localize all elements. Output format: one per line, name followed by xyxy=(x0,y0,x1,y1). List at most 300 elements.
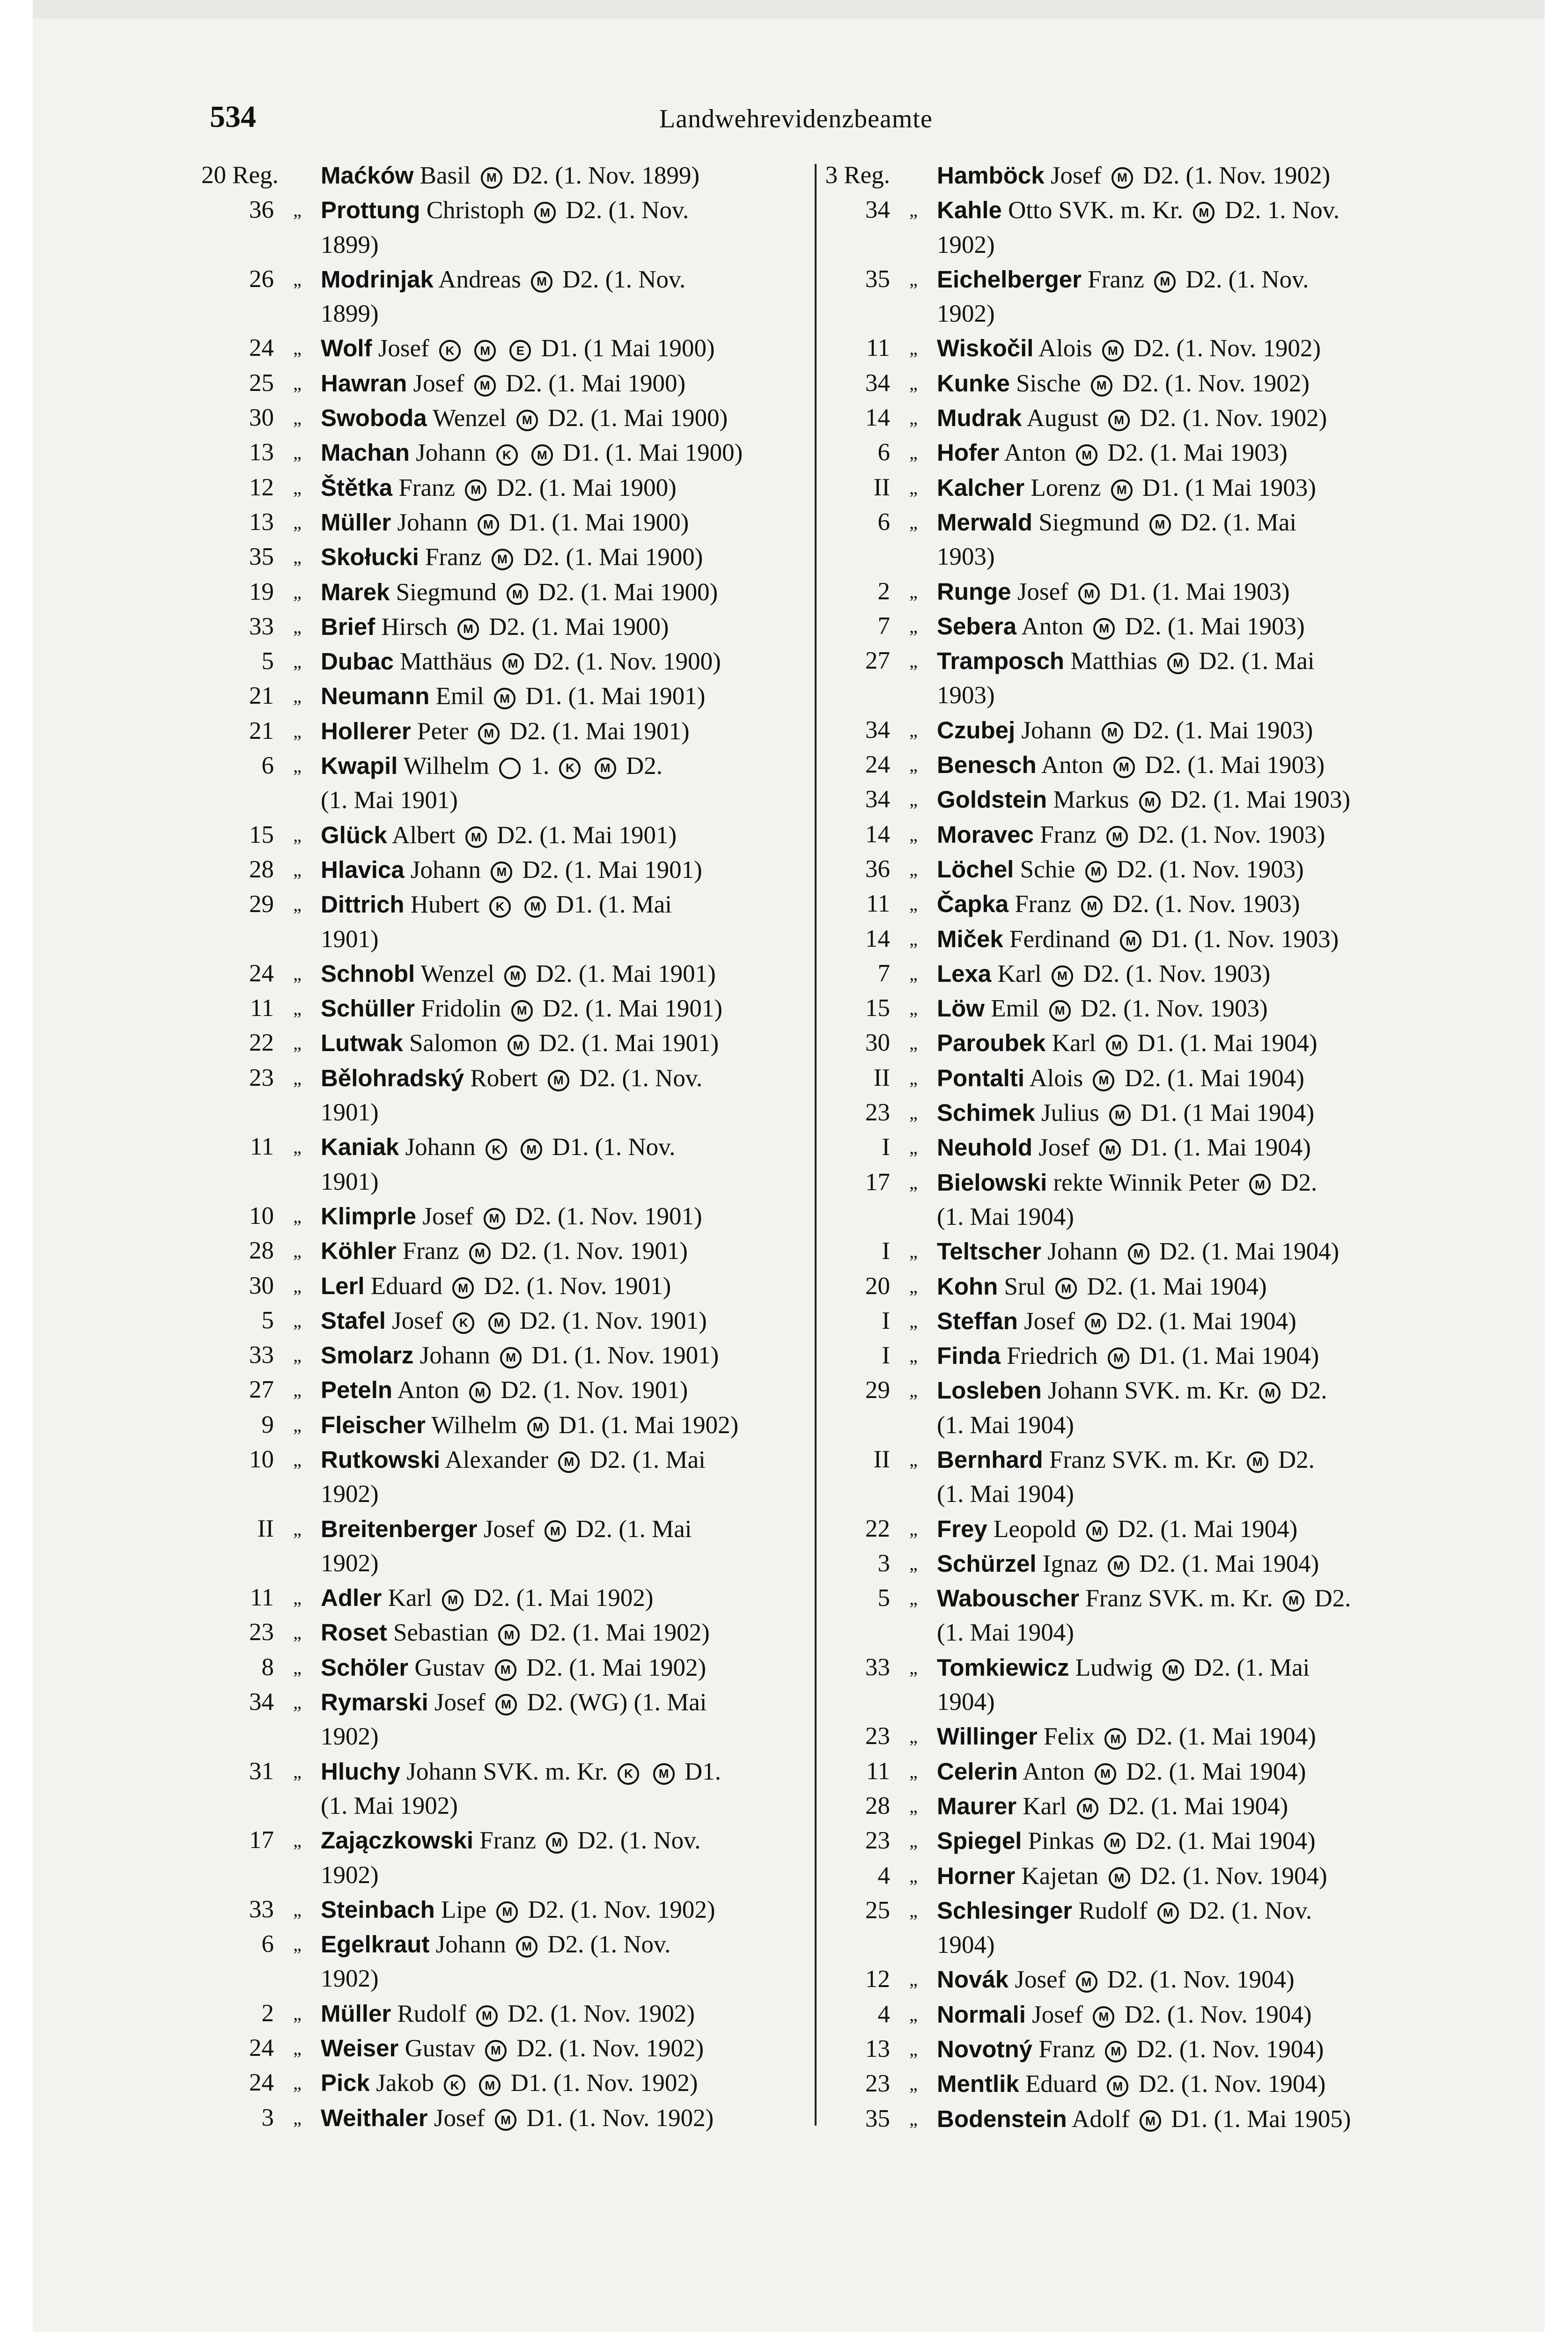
decoration-mark-m-icon: M xyxy=(465,479,486,501)
decoration-mark-k-icon: K xyxy=(486,1139,507,1160)
entry-text xyxy=(321,1026,815,1060)
regiment-number: II xyxy=(873,1064,890,1091)
surname: Bielowski xyxy=(937,1169,1047,1196)
decoration-mark-m-icon: M xyxy=(1157,1902,1179,1924)
entry-row xyxy=(201,435,815,470)
entry-text xyxy=(321,644,815,679)
decoration-mark-m-icon: M xyxy=(1076,444,1097,466)
decoration-mark-m-icon: M xyxy=(558,1451,580,1473)
regiment-number: 2 xyxy=(877,577,890,605)
decoration-mark-m-icon: M xyxy=(546,1832,567,1854)
entry-details: Karl M D1. (1. Mai 1904) xyxy=(1045,1030,1318,1057)
entry-row xyxy=(201,1892,815,1927)
entry-text xyxy=(937,1789,1426,1824)
entry-text xyxy=(321,1512,815,1546)
entry-row xyxy=(817,1824,1426,1858)
entry-row xyxy=(817,1859,1426,1893)
surname: Bělohradský xyxy=(321,1064,464,1091)
ditto-mark: „ xyxy=(909,754,918,776)
surname: Normali xyxy=(937,2001,1026,2028)
regiment-number: 28 xyxy=(865,1792,890,1819)
entry-row xyxy=(817,1512,1426,1546)
entry-text xyxy=(937,262,1426,297)
surname: Benesch xyxy=(937,751,1037,779)
ditto-mark: „ xyxy=(909,407,918,429)
regiment-number: 11 xyxy=(866,890,890,918)
ditto-mark: „ xyxy=(909,1656,918,1678)
ditto-mark: „ xyxy=(293,1934,302,1955)
entry-text xyxy=(937,401,1426,435)
entry-text xyxy=(937,1512,1426,1546)
entry-row xyxy=(201,991,815,1026)
regiment-number: 33 xyxy=(249,1341,274,1369)
entry-details: Franz M D2. (1. Nov. xyxy=(473,1827,701,1855)
entry-text xyxy=(937,505,1426,540)
surname: Lerl xyxy=(321,1272,365,1299)
entry-text xyxy=(321,575,815,610)
entry-text xyxy=(937,991,1426,1026)
regiment-number: 14 xyxy=(865,404,890,432)
entry-details: Josef M D1. (1. Mai 1903) xyxy=(1011,578,1290,605)
ditto-mark: „ xyxy=(909,650,918,672)
decoration-mark-m-icon: M xyxy=(1049,1000,1071,1022)
decoration-mark-m-icon: M xyxy=(1107,2076,1128,2097)
entry-details: Johann K M D1. (1. Mai 1900) xyxy=(409,439,743,467)
decoration-mark-m-icon: M xyxy=(653,1763,675,1785)
entry-text xyxy=(321,2101,815,2135)
regiment-number: 35 xyxy=(865,265,890,293)
regiment-number: 30 xyxy=(249,1272,274,1299)
entry-row xyxy=(201,1269,815,1303)
ditto-mark: „ xyxy=(293,1656,302,1678)
surname: Hollerer xyxy=(321,717,411,744)
entry-details: Wenzel M D2. (1. Mai 1900) xyxy=(427,405,728,432)
surname: Breitenberger xyxy=(321,1515,478,1542)
decoration-mark-m-icon: M xyxy=(1102,722,1123,744)
surname: Spiegel xyxy=(937,1827,1022,1855)
entry-text xyxy=(937,1893,1426,1928)
entry-text xyxy=(937,193,1426,228)
entry-row xyxy=(817,748,1426,782)
entry-row xyxy=(201,366,815,401)
ditto-mark: „ xyxy=(293,963,302,984)
entry-row xyxy=(201,1303,815,1338)
decoration-mark-m-icon: M xyxy=(469,1243,491,1264)
surname: Egelkraut xyxy=(321,1931,430,1958)
entry-text xyxy=(321,158,815,193)
entry-row xyxy=(817,817,1426,852)
surname: Kunke xyxy=(937,369,1010,397)
right-column xyxy=(817,158,1426,2136)
entry-row xyxy=(201,887,815,922)
ditto-mark: „ xyxy=(909,1275,918,1297)
regiment-number: 29 xyxy=(249,891,274,918)
regiment-number: 31 xyxy=(249,1757,274,1785)
entry-details: Matthias M D2. (1. Mai xyxy=(1064,648,1315,675)
entry-text xyxy=(321,2031,815,2066)
entry-details: Sische M D2. (1. Nov. 1902) xyxy=(1009,369,1310,397)
entry-row xyxy=(201,610,815,644)
entry-details: Alois M D2. (1. Mai 1904) xyxy=(1024,1064,1304,1092)
ditto-mark: „ xyxy=(909,1588,918,1609)
decoration-mark-m-icon: M xyxy=(507,583,528,605)
regiment-number: 34 xyxy=(865,716,890,744)
decoration-mark-m-icon: M xyxy=(1108,410,1130,431)
entry-text xyxy=(321,1373,815,1407)
regiment-number: 13 xyxy=(249,439,274,466)
decoration-mark-m-icon: M xyxy=(508,1035,529,1056)
surname: Kahle xyxy=(937,197,1002,224)
ditto-mark: „ xyxy=(293,1692,302,1713)
ditto-mark: „ xyxy=(293,1240,302,1262)
surname: Rutkowski xyxy=(321,1446,441,1473)
entry-text xyxy=(321,1338,815,1373)
decoration-mark-m-icon: M xyxy=(534,202,556,223)
entry-text xyxy=(937,887,1426,921)
entry-text xyxy=(321,1199,815,1234)
scan-bottom-margin xyxy=(0,2332,1568,2341)
decoration-mark-m-icon: M xyxy=(452,1277,474,1299)
decoration-mark-k-icon: K xyxy=(439,340,461,361)
regiment-number: 35 xyxy=(865,2105,890,2132)
regiment-number: 14 xyxy=(865,925,890,952)
ditto-mark: „ xyxy=(293,2072,302,2094)
surname: Rymarski xyxy=(321,1689,428,1716)
ditto-mark: „ xyxy=(909,2108,918,2129)
entry-details: Wenzel M D2. (1. Mai 1901) xyxy=(415,960,716,987)
surname: Goldstein xyxy=(937,786,1047,813)
ditto-mark: „ xyxy=(909,1310,918,1332)
entry-text xyxy=(321,1892,815,1927)
entry-row xyxy=(817,1061,1426,1096)
ditto-mark: „ xyxy=(293,268,302,290)
entry-text xyxy=(937,1234,1426,1269)
entry-continuation: (1. Mai 1904) xyxy=(937,1480,1074,1508)
regiment-number: 12 xyxy=(865,1966,890,1993)
ditto-mark: „ xyxy=(293,2107,302,2128)
regiment-number: 21 xyxy=(249,717,274,744)
decoration-mark-m-icon: M xyxy=(527,1417,549,1438)
decoration-mark-m-icon: M xyxy=(1249,1174,1271,1195)
decoration-mark-m-icon: M xyxy=(1154,271,1176,293)
regiment-number: 36 xyxy=(249,196,274,224)
decoration-mark-m-icon: M xyxy=(1081,896,1103,917)
ditto-mark: „ xyxy=(293,1414,302,1436)
ditto-mark: „ xyxy=(293,720,302,742)
regiment-number: 33 xyxy=(865,1653,890,1681)
open-circle-icon xyxy=(499,758,521,779)
regiment-number: 11 xyxy=(250,1584,274,1612)
regiment-number: 14 xyxy=(865,820,890,848)
entry-text xyxy=(937,2102,1426,2136)
regiment-number: 5 xyxy=(261,648,274,675)
ditto-mark: „ xyxy=(293,1622,302,1643)
entry-details: Siegmund M D2. (1. Mai 1900) xyxy=(390,578,718,606)
ditto-mark: „ xyxy=(293,1587,302,1609)
ditto-mark: „ xyxy=(909,1553,918,1574)
regiment-number: 11 xyxy=(866,334,890,362)
entry-details: Johann M D1. (1. Mai 1900) xyxy=(391,508,689,536)
regiment-number: 22 xyxy=(865,1515,890,1542)
entry-row xyxy=(817,1962,1426,1997)
surname: Novák xyxy=(937,1966,1009,1993)
entry-row xyxy=(817,1893,1426,1928)
entry-row xyxy=(817,505,1426,540)
entry-row xyxy=(817,193,1426,228)
entry-text xyxy=(321,610,815,644)
ditto-mark: „ xyxy=(909,372,918,394)
entry-text xyxy=(937,1859,1426,1893)
scan-top-shadow xyxy=(0,0,1568,19)
decoration-mark-m-icon: M xyxy=(531,271,552,293)
decoration-mark-m-icon: M xyxy=(1112,167,1133,189)
surname: Losleben xyxy=(937,1377,1042,1404)
decoration-mark-m-icon: M xyxy=(502,653,524,675)
surname: Frey xyxy=(937,1515,987,1542)
decoration-mark-m-icon: M xyxy=(478,723,500,744)
surname: Prottung xyxy=(321,197,420,224)
ditto-mark: „ xyxy=(293,2002,302,2024)
ditto-mark: „ xyxy=(293,511,302,533)
ditto-mark: „ xyxy=(293,1449,302,1470)
regiment-number: I xyxy=(882,1307,890,1334)
decoration-mark-m-icon: M xyxy=(485,2040,507,2061)
entry-row xyxy=(817,1130,1426,1165)
entry-details: Anton M D2. (1. Mai 1903) xyxy=(1016,612,1305,640)
entry-row xyxy=(201,505,815,540)
entry-details: Hirsch M D2. (1. Mai 1900) xyxy=(375,613,669,640)
entry-continuation: 1901) xyxy=(321,925,379,953)
entry-text xyxy=(937,782,1426,817)
entry-continuation: 1901) xyxy=(321,1099,379,1126)
entry-row xyxy=(817,1269,1426,1304)
entry-text xyxy=(321,471,815,505)
entry-details: Anton M D2. (1. Mai 1904) xyxy=(1017,1758,1306,1785)
surname: Modrinjak xyxy=(321,265,434,293)
ditto-mark: „ xyxy=(909,2039,918,2060)
surname: Kohn xyxy=(937,1273,998,1300)
entry-text xyxy=(321,1996,815,2031)
decoration-mark-m-icon: M xyxy=(1109,1104,1131,1126)
entry-text xyxy=(937,1373,1426,1408)
surname: Wolf xyxy=(321,335,372,362)
regiment-number: 28 xyxy=(249,855,274,883)
entry-row xyxy=(817,1650,1426,1685)
regiment-number: 27 xyxy=(249,1376,274,1404)
entry-details: Peter M D2. (1. Mai 1901) xyxy=(411,717,690,745)
ditto-mark: „ xyxy=(293,1275,302,1296)
regiment-number: 11 xyxy=(866,1757,890,1785)
decoration-mark-m-icon: M xyxy=(479,2075,501,2096)
entry-row xyxy=(817,782,1426,817)
ditto-mark: „ xyxy=(909,1899,918,1921)
entry-text xyxy=(321,887,815,922)
entry-details: Julius M D1. (1 Mai 1904) xyxy=(1035,1099,1315,1127)
entry-continuation: 1901) xyxy=(321,1168,379,1195)
ditto-mark: „ xyxy=(293,477,302,498)
entry-continuation: (1. Mai 1904) xyxy=(937,1619,1074,1647)
surname: Štětka xyxy=(321,474,393,501)
entry-row xyxy=(201,158,815,193)
surname: Müller xyxy=(321,508,391,536)
ditto-mark: „ xyxy=(293,1205,302,1227)
decoration-mark-k-icon: K xyxy=(453,1312,474,1334)
regiment-number: I xyxy=(882,1134,890,1161)
ditto-mark: „ xyxy=(909,1795,918,1817)
entry-details: Ludwig M D2. (1. Mai xyxy=(1069,1654,1310,1681)
decoration-mark-m-icon: M xyxy=(1167,653,1189,674)
regiment-number: 6 xyxy=(877,439,890,466)
regiment-number: 23 xyxy=(249,1619,274,1646)
entry-row xyxy=(817,1339,1426,1373)
entry-row xyxy=(817,366,1426,401)
regiment-number: 23 xyxy=(865,1827,890,1855)
entry-row xyxy=(201,1927,815,1962)
entry-text xyxy=(321,2066,815,2100)
surname: Zajączkowski xyxy=(321,1827,473,1854)
surname: Glück xyxy=(321,821,387,848)
entry-row xyxy=(817,1096,1426,1130)
entry-text xyxy=(937,1304,1426,1339)
entry-text xyxy=(321,193,815,228)
decoration-mark-m-icon: M xyxy=(511,1000,533,1022)
surname: Machan xyxy=(321,439,410,466)
entry-details: Johann M D2. (1. Mai 1903) xyxy=(1015,716,1313,744)
entry-row xyxy=(817,1304,1426,1339)
entry-row xyxy=(201,1338,815,1373)
entry-details: Josef M D2. (1. Mai 1900) xyxy=(407,369,686,397)
scan-right-margin xyxy=(1545,0,1568,2341)
decoration-mark-m-icon: M xyxy=(545,1520,566,1542)
surname: Maurer xyxy=(937,1792,1017,1819)
entry-details: Franz M D2. (1. Nov. 1903) xyxy=(1033,821,1325,848)
surname: Horner xyxy=(937,1862,1016,1889)
entry-continuation: 1899) xyxy=(321,300,379,328)
entry-details: Josef M D2. (1. Mai 1904) xyxy=(1017,1307,1296,1335)
surname: Weithaler xyxy=(321,2104,428,2131)
surname: Eichelberger xyxy=(937,265,1082,293)
entry-details: Fridolin M D2. (1. Mai 1901) xyxy=(415,995,723,1023)
regiment-number: 3 xyxy=(261,2104,274,2131)
column-divider xyxy=(815,164,817,2126)
entry-continuation: 1902) xyxy=(937,300,995,328)
entry-details: Josef M D2. (1. Nov. 1902) xyxy=(1044,162,1331,189)
decoration-mark-m-icon: M xyxy=(494,688,515,709)
entry-text xyxy=(321,1685,815,1720)
entry-row xyxy=(201,1130,815,1164)
regiment-number: 11 xyxy=(250,994,274,1022)
decoration-mark-e-icon: E xyxy=(509,340,531,361)
entry-details: Schie M D2. (1. Nov. 1903) xyxy=(1014,855,1304,883)
entry-details: Josef M D2. (1. Nov. 1904) xyxy=(1009,1966,1295,1994)
ditto-mark: „ xyxy=(909,1865,918,1886)
entry-row xyxy=(817,1997,1426,2032)
entry-text xyxy=(937,1650,1426,1685)
regiment-number: 11 xyxy=(250,1133,274,1161)
ditto-mark: „ xyxy=(909,1380,918,1401)
entry-row xyxy=(201,1615,815,1650)
entry-row xyxy=(817,1165,1426,1200)
entry-text xyxy=(321,679,815,714)
decoration-mark-m-icon: M xyxy=(516,410,538,431)
decoration-mark-m-icon: M xyxy=(491,861,512,883)
ditto-mark: „ xyxy=(909,511,918,533)
surname: Schöler xyxy=(321,1654,409,1681)
entry-details: Rudolf M D2. (1. Nov. xyxy=(1072,1897,1312,1924)
entry-row xyxy=(817,1546,1426,1581)
decoration-mark-k-icon: K xyxy=(489,896,511,918)
regiment-number: 15 xyxy=(865,994,890,1022)
surname: Willinger xyxy=(937,1723,1038,1750)
surname: Steinbach xyxy=(321,1896,435,1923)
decoration-mark-m-icon: M xyxy=(496,1901,518,1923)
regiment-number: 17 xyxy=(865,1168,890,1196)
decoration-mark-m-icon: M xyxy=(1139,791,1161,813)
regiment-number: 19 xyxy=(249,578,274,605)
decoration-mark-m-icon: M xyxy=(1093,1070,1114,1091)
entry-details: Franz M D2. (1. Nov. 1904) xyxy=(1032,2036,1324,2063)
surname: Dubac xyxy=(321,648,394,675)
entry-details: Johann SVK. m. Kr. K M D1. xyxy=(400,1758,721,1785)
regiment-number: 23 xyxy=(249,1064,274,1091)
entry-text xyxy=(937,1997,1426,2032)
entry-details: Ignaz M D2. (1. Mai 1904) xyxy=(1036,1550,1319,1577)
entry-row xyxy=(201,1026,815,1060)
entry-details: Anton M D2. (1. Mai 1903) xyxy=(999,439,1288,467)
regiment-number: 5 xyxy=(261,1306,274,1334)
ditto-mark: „ xyxy=(909,477,918,498)
regiment-number: 20 Reg. xyxy=(201,162,279,189)
entry-details: Albert M D2. (1. Mai 1901) xyxy=(387,821,677,849)
ditto-mark: „ xyxy=(293,998,302,1019)
decoration-mark-m-icon: M xyxy=(1095,1763,1116,1785)
decoration-mark-m-icon: M xyxy=(488,1312,510,1334)
entry-details: Eduard M D2. (1. Nov. 1901) xyxy=(364,1272,671,1300)
regiment-number: 34 xyxy=(865,196,890,224)
surname: Neuhold xyxy=(937,1134,1032,1161)
decoration-mark-m-icon: M xyxy=(495,1694,517,1715)
regiment-number: 12 xyxy=(249,473,274,501)
surname: Stafel xyxy=(321,1307,386,1334)
surname: Bernhard xyxy=(937,1446,1043,1473)
entry-row xyxy=(201,331,815,366)
ditto-mark: „ xyxy=(293,1830,302,1851)
surname: Löw xyxy=(937,995,985,1022)
ditto-mark: „ xyxy=(909,1449,918,1470)
entry-row xyxy=(817,471,1426,505)
decoration-mark-m-icon: M xyxy=(1163,1659,1184,1681)
entry-row xyxy=(817,262,1426,297)
ditto-mark: „ xyxy=(909,1969,918,1990)
decoration-mark-k-icon: K xyxy=(559,758,581,779)
entry-text xyxy=(321,331,815,366)
decoration-mark-m-icon: M xyxy=(1077,1798,1098,1819)
entry-text xyxy=(937,366,1426,401)
ditto-mark: „ xyxy=(293,616,302,637)
surname: Hamböck xyxy=(937,162,1045,189)
ditto-mark: „ xyxy=(909,615,918,637)
ditto-mark: „ xyxy=(293,2038,302,2059)
regiment-number: 35 xyxy=(249,543,274,571)
ditto-mark: „ xyxy=(293,338,302,359)
entry-details: Johann M D2. (1. Mai 1904) xyxy=(1041,1238,1340,1266)
entry-details: Anton M D2. (1. Mai 1903) xyxy=(1036,751,1325,779)
entry-row xyxy=(817,1789,1426,1824)
decoration-mark-m-icon: M xyxy=(1078,583,1100,604)
decoration-mark-m-icon: M xyxy=(498,1624,520,1646)
ditto-mark: „ xyxy=(293,1760,302,1782)
entry-row xyxy=(201,1581,815,1615)
